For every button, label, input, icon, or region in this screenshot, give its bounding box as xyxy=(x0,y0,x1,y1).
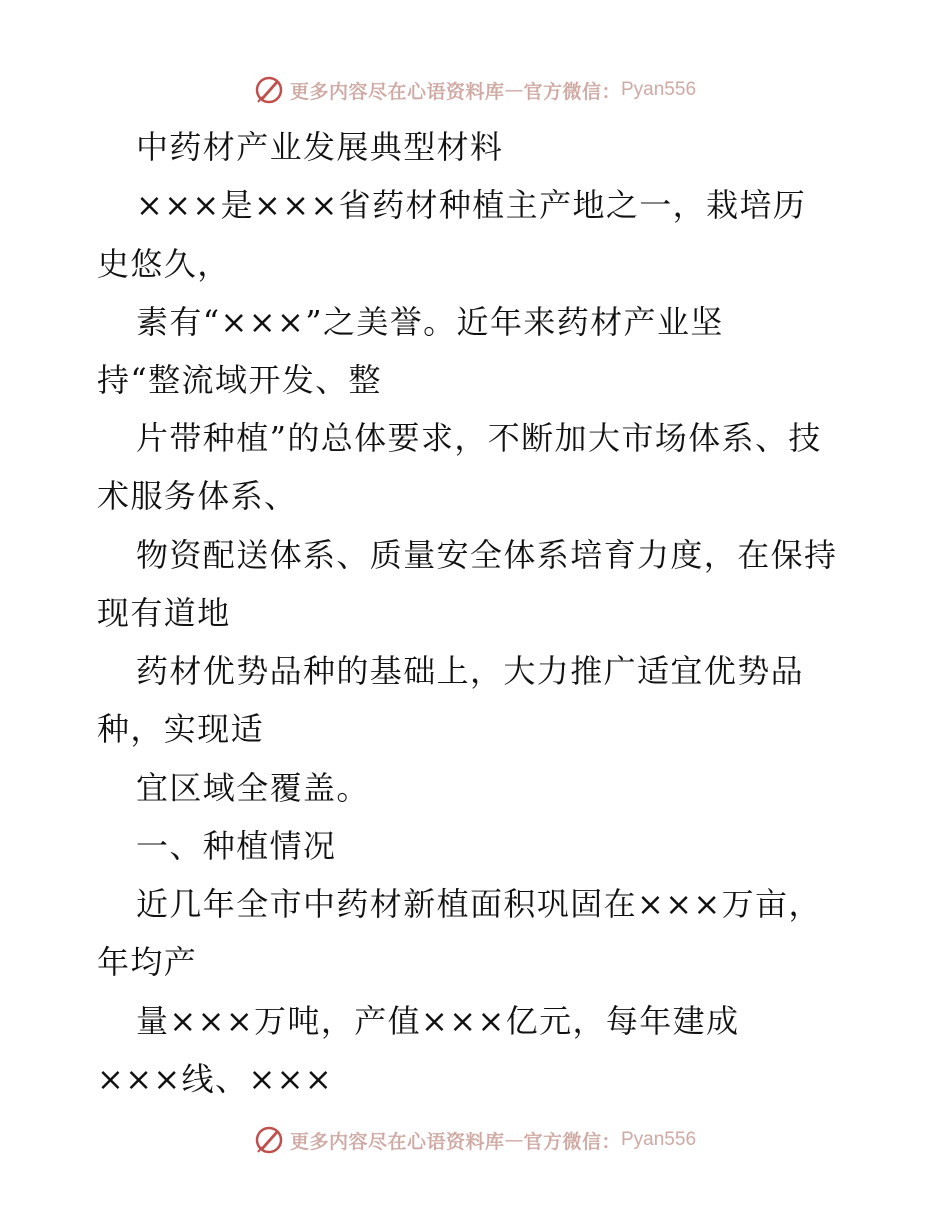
quill-logo-icon xyxy=(254,75,284,105)
paragraph-line: 年均产 xyxy=(97,943,198,981)
watermark-separator: — xyxy=(504,79,524,101)
paragraph-line: 史悠久， xyxy=(97,245,231,283)
paragraph-line: 现有道地 xyxy=(97,594,231,632)
paragraph-line: 药材优势品种的基础上，大力推广适宜优势品 xyxy=(136,652,805,690)
paragraph-line: 术服务体系、 xyxy=(97,477,298,515)
watermark-wechat-label: 官方微信： xyxy=(523,80,621,103)
header-watermark xyxy=(0,70,950,110)
quill-logo-icon xyxy=(254,1125,284,1155)
paragraph-line: 种，实现适 xyxy=(97,710,265,748)
section-heading: 一、种植情况 xyxy=(136,827,337,865)
watermark-brand: 更多内容尽在心语资料库 xyxy=(289,1130,505,1153)
paragraph-line: 素有“×××”之美誉。近年来药材产业坚 xyxy=(136,303,724,341)
watermark-wechat-id: Pyan556 xyxy=(621,79,697,100)
watermark-wechat-id: Pyan556 xyxy=(621,1129,697,1150)
watermark-separator: — xyxy=(504,1129,524,1151)
paragraph-line: 片带种植”的总体要求，不断加大市场体系、技 xyxy=(136,419,822,457)
footer-watermark xyxy=(0,1120,950,1160)
paragraph-line: ×××是×××省药材种植主产地之一，栽培历 xyxy=(136,186,807,224)
watermark-wechat-label: 官方微信： xyxy=(523,1130,621,1153)
paragraph-line: 近几年全市中药材新植面积巩固在×××万亩， xyxy=(136,885,822,923)
paragraph-line: 宜区域全覆盖。 xyxy=(136,769,370,807)
paragraph-line: ×××线、××× xyxy=(97,1060,334,1098)
document-title: 中药材产业发展典型材料 xyxy=(136,128,504,166)
paragraph-line: 量×××万吨，产值×××亿元，每年建成 xyxy=(136,1002,740,1040)
paragraph-line: 物资配送体系、质量安全体系培育力度，在保持 xyxy=(136,536,838,574)
paragraph-line: 持“整流域开发、整 xyxy=(97,361,382,399)
watermark-brand: 更多内容尽在心语资料库 xyxy=(289,80,505,103)
